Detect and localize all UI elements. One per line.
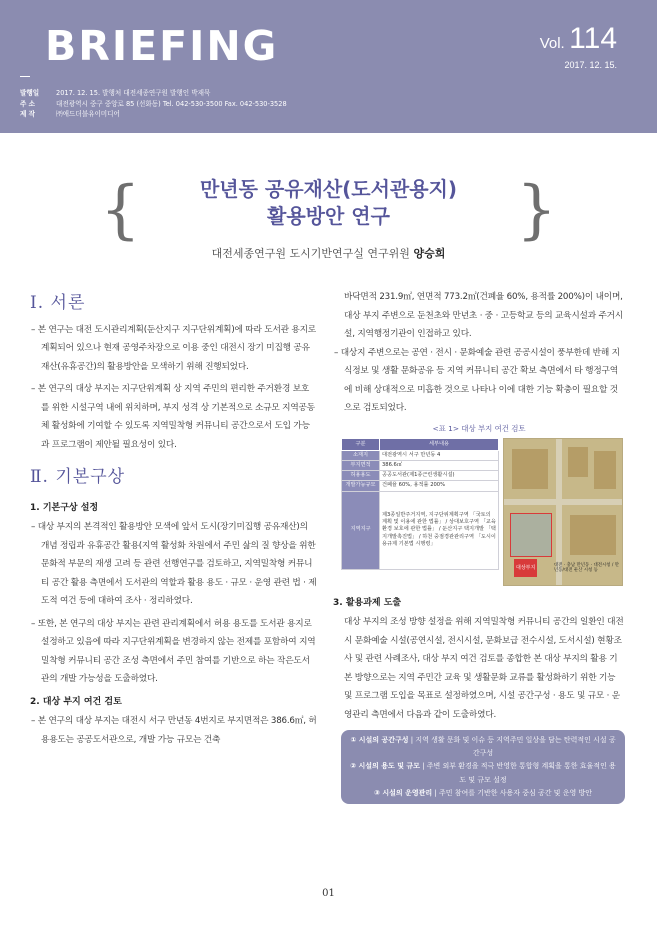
info-line xyxy=(20,109,287,120)
task-item-head: ③ 시설의 운영관리 xyxy=(374,788,433,797)
paragraph: – 본 연구는 대전 도시관리계획(둔산지구 지구단위계획)에 따라 도서관 용지로 계획되어 있으나 현재 공영주차장으로 이용 중인 대전시 장기 미집행 공유재산(유휴공간)의 활용방안을 모색하기 위해 진행되었다. xyxy=(31,324,316,372)
table-cell: 소재지 xyxy=(342,450,380,460)
info-value: 2017. 12. 15. 발행처 대전세종연구원 발행인 박재묵 xyxy=(56,89,211,97)
task-item-text: | 지역 생활 문화 및 이슈 등 지역주민 일상을 담는 탄력적인 시설 공간구성 xyxy=(408,736,616,758)
section-heading-intro: Ⅰ. 서론 xyxy=(30,293,86,313)
briefing-header xyxy=(0,0,657,133)
table-cell: 지역지구 xyxy=(342,491,380,569)
site-aerial-map xyxy=(503,438,623,586)
site-conditions-figure xyxy=(333,438,625,586)
task-item-head: ① 시설의 공간구성 xyxy=(350,736,409,744)
map-building xyxy=(570,515,616,555)
table-row xyxy=(342,481,499,491)
task-item xyxy=(349,760,617,786)
info-value: 대전광역시 중구 중앙로 85 (선화동) Tel. 042-530-3500 Fax. 042-530-3528 xyxy=(56,99,287,108)
task-item xyxy=(349,787,617,800)
map-building xyxy=(568,447,588,477)
info-line xyxy=(20,88,287,99)
task-item-text: | 주변 외부 환경을 적극 반영한 통합형 계획을 통한 효율적인 용도 및 규모 설정 xyxy=(419,762,616,784)
left-brace-icon: { xyxy=(100,173,141,247)
map-building xyxy=(594,451,616,489)
briefing-logo: BRIEFING xyxy=(45,22,279,70)
table-row xyxy=(342,450,499,460)
info-label: 주 소 xyxy=(20,99,36,108)
info-label: 발행일 xyxy=(20,89,40,97)
paragraph: 대상 부지의 조성 방향 설정을 위해 지역밀착형 커뮤니티 공간의 일환인 대전시 문화예술 시설(공연시설, 전시시설, 문화보급 전수시설, 도서시설) 현황조사 및 관련 사례조사, 대상 부지 여건 검토를 종합한 본 대상 부지의 활용 기본 방향으로는 지역 주민간 교육 및 생활문화 교류를 활성화하기 위한 기능 및 프로그램 도입을 목표로 설정하였으며, 시설 공간구성 · 용도 및 규모 · 운영관리 측면에서 다음과 같이 도출하였다. xyxy=(344,617,624,720)
table-row xyxy=(342,471,499,481)
table-cell: 제3종일반주거지역, 지구단위계획구역 「국토의 계획 및 이용에 관한 법률」 / 상대보호구역 「교육환경 보호에 관한 법률」 / 둔산지구 택지개발 「택지개발촉진법」 / 하천 중점경관관리구역 「도시이용규제 기본법 시행령」 xyxy=(380,491,499,569)
issue-date: 2017. 12. 15. xyxy=(564,60,617,70)
section-heading-concept: Ⅱ. 기본구상 xyxy=(30,467,126,487)
target-site-outline xyxy=(510,513,552,557)
article-title xyxy=(100,176,557,230)
volume-number xyxy=(540,22,617,56)
table-cell: 공공도서관(제1종근린생활시설) xyxy=(380,471,499,481)
title-line-1: 만년동 공유재산(도서관용지) xyxy=(199,177,458,201)
info-value: ㈜애드더블유이미디어 xyxy=(56,110,120,118)
table-header: 세부내용 xyxy=(380,438,499,450)
map-legend-note: 대전 · 충남 만년동 · 대전시청 / 만년동/대전 둔산 시청 등 xyxy=(554,562,619,573)
subheading: 1. 기본구상 설정 xyxy=(30,502,99,513)
task-item-text: | 주민 참여를 기반한 사용자 중심 공간 및 운영 방안 xyxy=(432,788,592,797)
table-cell: 개발가능규모 xyxy=(342,481,380,491)
author-affiliation: 대전세종연구원 도시기반연구실 연구위원 xyxy=(211,247,410,260)
paragraph: – 대상지 주변으로는 공연 · 전시 · 문화예술 관련 공공시설이 풍부한데 반해 지식정보 및 생활 문화공유 등 지역 커뮤니티 공간 확보 측면에서 타 행정구역에 비해 상대적으로 미흡한 것으로 나타나 이에 대한 기능 확충이 필요할 것으로 검토되었다. xyxy=(334,347,620,413)
right-brace-icon: } xyxy=(516,173,557,247)
table-cell: 부지면적 xyxy=(342,460,380,470)
page-number: 01 xyxy=(322,888,335,899)
publisher-info xyxy=(20,88,287,120)
author-name: 양승희 xyxy=(413,247,446,260)
paragraph: – 본 연구의 대상 부지는 지구단위계획 상 지역 주민의 편리한 주거환경 보호를 위한 시설구역 내에 위치하며, 부지 성격 상 기본적으로 소규모 지역공동체 활성화에 기여할 수 있도록 지역밀착형 커뮤니티 공간으로서 도입 가능과 프로그램이 제안될 필요성이 있다. xyxy=(31,384,315,450)
paragraph: – 또한, 본 연구의 대상 부지는 관련 관리계획에서 허용 용도를 도서관 용지로 설정하고 있음에 따라 지구단위계획을 변경하지 않는 전제를 포함하여 지역밀착형 커뮤니티 공간 조성 측면에서 주민 참여를 기반으로 하는 작은도서관의 개발 가능성을 도출하였다. xyxy=(31,618,316,684)
table-cell: 허용용도 xyxy=(342,471,380,481)
volume-prefix: Vol. xyxy=(539,35,565,52)
table-row xyxy=(342,460,499,470)
map-road xyxy=(504,499,623,505)
right-column xyxy=(333,288,625,804)
site-conditions-table xyxy=(341,438,499,570)
title-line-2: 활용방안 연구 xyxy=(267,204,390,228)
table-row xyxy=(342,491,499,569)
table-header: 구분 xyxy=(342,438,380,450)
map-building xyxy=(512,449,548,489)
info-label: 제 작 xyxy=(20,110,36,118)
task-item xyxy=(349,734,617,760)
header-divider xyxy=(20,76,30,77)
paragraph: – 대상 부지의 본격적인 활용방안 모색에 앞서 도시(장기미집행 공유재산)의 개념 정립과 유휴공간 활용(지역 활성화 차원에서 주민 삶의 질 향상을 위한 문화적 부문의 재생 고려 등 관련 선행연구를 검토하고, 지역밀착형 커뮤니티 공간 활용 측면에서 도서관의 역할과 활용 용도 · 규모 · 운영 관련 법 · 제도적 여건 등에 대하여 조사 · 정리하였다. xyxy=(31,522,317,606)
paragraph: 바닥면적 231.9㎡, 연면적 773.2㎡(건폐율 60%, 용적률 200%)이 내이며, 대상 부지 주변으로 둔천초와 만년초 · 중 · 고등학교 등의 교육시설과 주거시설, 지역행정기관이 인접하고 있다. xyxy=(344,292,624,339)
table-header-row xyxy=(342,438,499,450)
tasks-summary-box xyxy=(341,730,625,804)
task-item-head: ② 시설의 용도 및 규모 xyxy=(350,762,420,771)
left-column xyxy=(30,288,317,753)
subheading: 2. 대상 부지 여건 검토 xyxy=(30,696,122,707)
author-line xyxy=(0,245,657,261)
table-cell: 386.6㎡ xyxy=(380,460,499,470)
table-caption: <표 1> 대상 부지 여건 검토 xyxy=(432,423,526,433)
table-cell: 대전광역시 서구 만년동 4 xyxy=(380,450,499,460)
target-site-label: 대상부지 xyxy=(514,559,537,578)
info-line xyxy=(20,99,287,110)
subheading: 3. 활용과제 도출 xyxy=(333,597,402,608)
table-cell: 건폐율 60%, 용적률 200% xyxy=(380,481,499,491)
paragraph: – 본 연구의 대상 부지는 대전시 서구 만년동 4번지로 부지면적은 386.6㎡, 허용용도는 공공도서관으로, 개발 가능 규모는 건축 xyxy=(31,716,317,745)
volume-value: 114 xyxy=(569,22,617,55)
